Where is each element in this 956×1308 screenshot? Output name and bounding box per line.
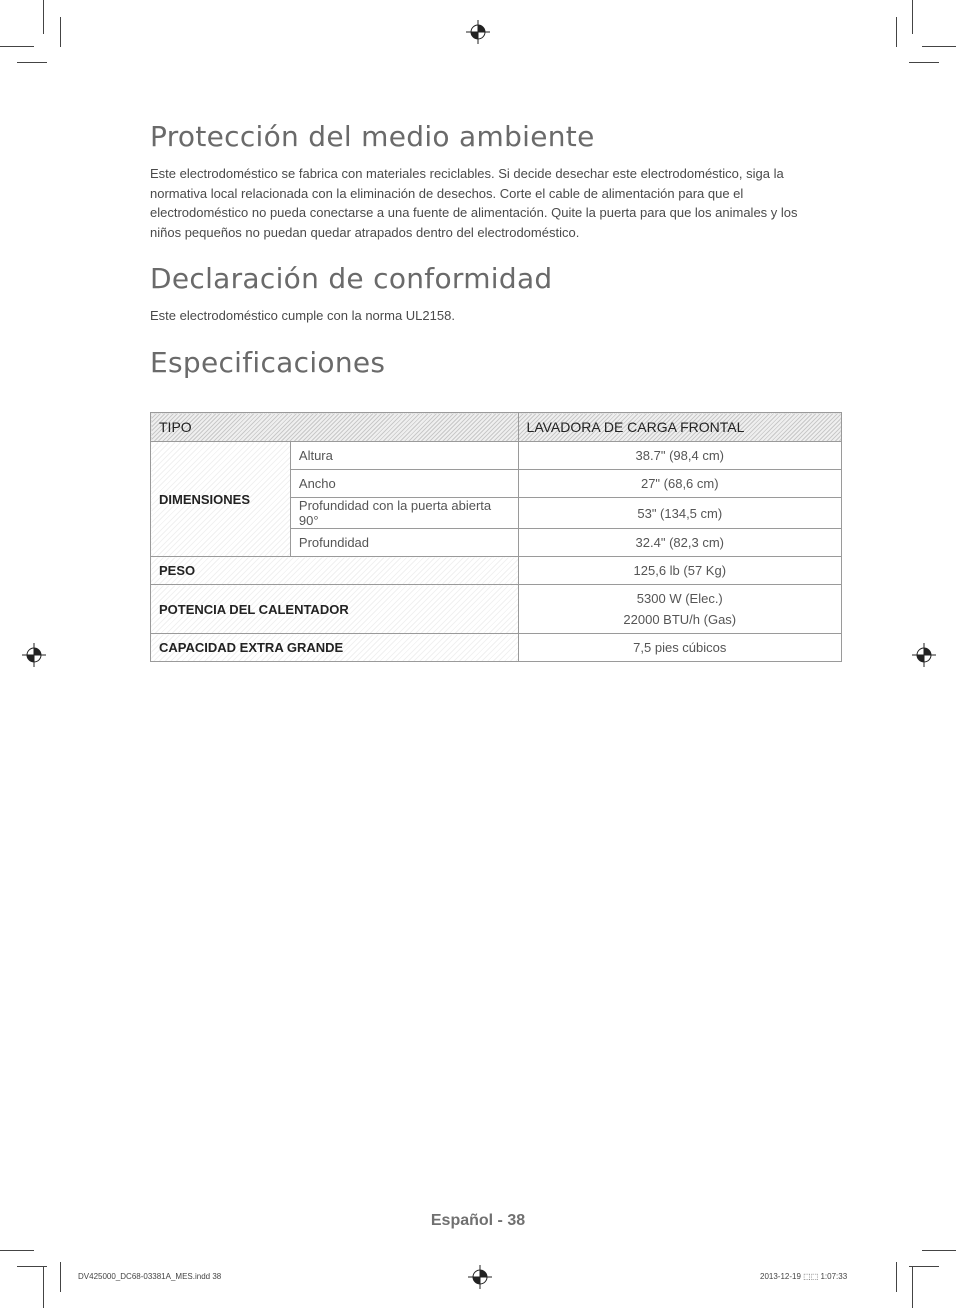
- registration-mark-icon: [912, 643, 936, 667]
- value-cell: 125,6 lb (57 Kg): [518, 557, 841, 585]
- sub-label: Profundidad: [290, 529, 518, 557]
- crop-mark: [60, 17, 61, 47]
- crop-mark: [896, 17, 897, 47]
- section-title-environment: Protección del medio ambiente: [150, 120, 595, 153]
- value-cell: 7,5 pies cúbicos: [518, 634, 841, 662]
- table-row: [151, 585, 842, 634]
- table-row: [151, 634, 842, 662]
- crop-mark: [922, 46, 956, 47]
- section-body-conformity: Este electrodoméstico cumple con la norma UL2158.: [150, 308, 455, 323]
- table-row: [151, 557, 842, 585]
- header-cell-type: TIPO: [151, 413, 519, 442]
- value-cell: 32.4" (82,3 cm): [518, 529, 841, 557]
- crop-mark: [60, 1262, 61, 1292]
- registration-mark-icon: [466, 20, 490, 44]
- crop-mark: [0, 1250, 34, 1251]
- crop-mark: [896, 1262, 897, 1292]
- row-label-dimensions: DIMENSIONES: [151, 442, 291, 557]
- sub-label: Ancho: [290, 470, 518, 498]
- print-slug-left: DV425000_DC68-03381A_MES.indd 38: [78, 1272, 222, 1281]
- crop-mark: [17, 1266, 47, 1267]
- table-header-row: [151, 413, 842, 442]
- crop-mark: [0, 46, 34, 47]
- page-number: Español - 38: [430, 1212, 526, 1229]
- section-body-environment: Este electrodoméstico se fabrica con materiales reciclables. Si decide desechar este electrodoméstico, siga la normativa local relacionada con la eliminación de desechos. Corte el cable de alimentación para que el electrodoméstico no pueda conectarse a una fuente de alimentación. Quite la puerta para que los animales y los niños pequeños no puedan quedar atrapados dentro del electrodoméstico.: [150, 166, 798, 240]
- header-cell-model: LAVADORA DE CARGA FRONTAL: [518, 413, 841, 442]
- crop-mark: [909, 1266, 939, 1267]
- value-line: 5300 W (Elec.): [636, 591, 723, 606]
- row-label-weight: PESO: [151, 557, 519, 585]
- value-cell: [518, 585, 841, 634]
- value-cell: 27" (68,6 cm): [518, 470, 841, 498]
- registration-mark-icon: [22, 643, 46, 667]
- sub-label: Altura: [290, 442, 518, 470]
- registration-mark-icon: [468, 1265, 492, 1289]
- sub-label: Profundidad con la puerta abierta 90°: [290, 498, 518, 529]
- value-cell: 38.7" (98,4 cm): [518, 442, 841, 470]
- value-cell: 53" (134,5 cm): [518, 498, 841, 529]
- print-slug-right: 2013-12-19 ⬚⬚ 1:07:33: [760, 1272, 848, 1281]
- value-line: 22000 BTU/h (Gas): [623, 612, 737, 627]
- section-title-specifications: Especificaciones: [150, 346, 386, 379]
- section-title-conformity: Declaración de conformidad: [150, 262, 553, 295]
- table-row: [151, 442, 842, 470]
- crop-mark: [912, 1266, 913, 1308]
- crop-mark: [43, 0, 44, 34]
- row-label-capacity: CAPACIDAD EXTRA GRANDE: [151, 634, 519, 662]
- crop-mark: [912, 0, 913, 34]
- crop-mark: [922, 1250, 956, 1251]
- crop-mark: [909, 62, 939, 63]
- row-label-heater-power: POTENCIA DEL CALENTADOR: [151, 585, 519, 634]
- crop-mark: [17, 62, 47, 63]
- crop-mark: [43, 1266, 44, 1308]
- specifications-table: [150, 412, 842, 662]
